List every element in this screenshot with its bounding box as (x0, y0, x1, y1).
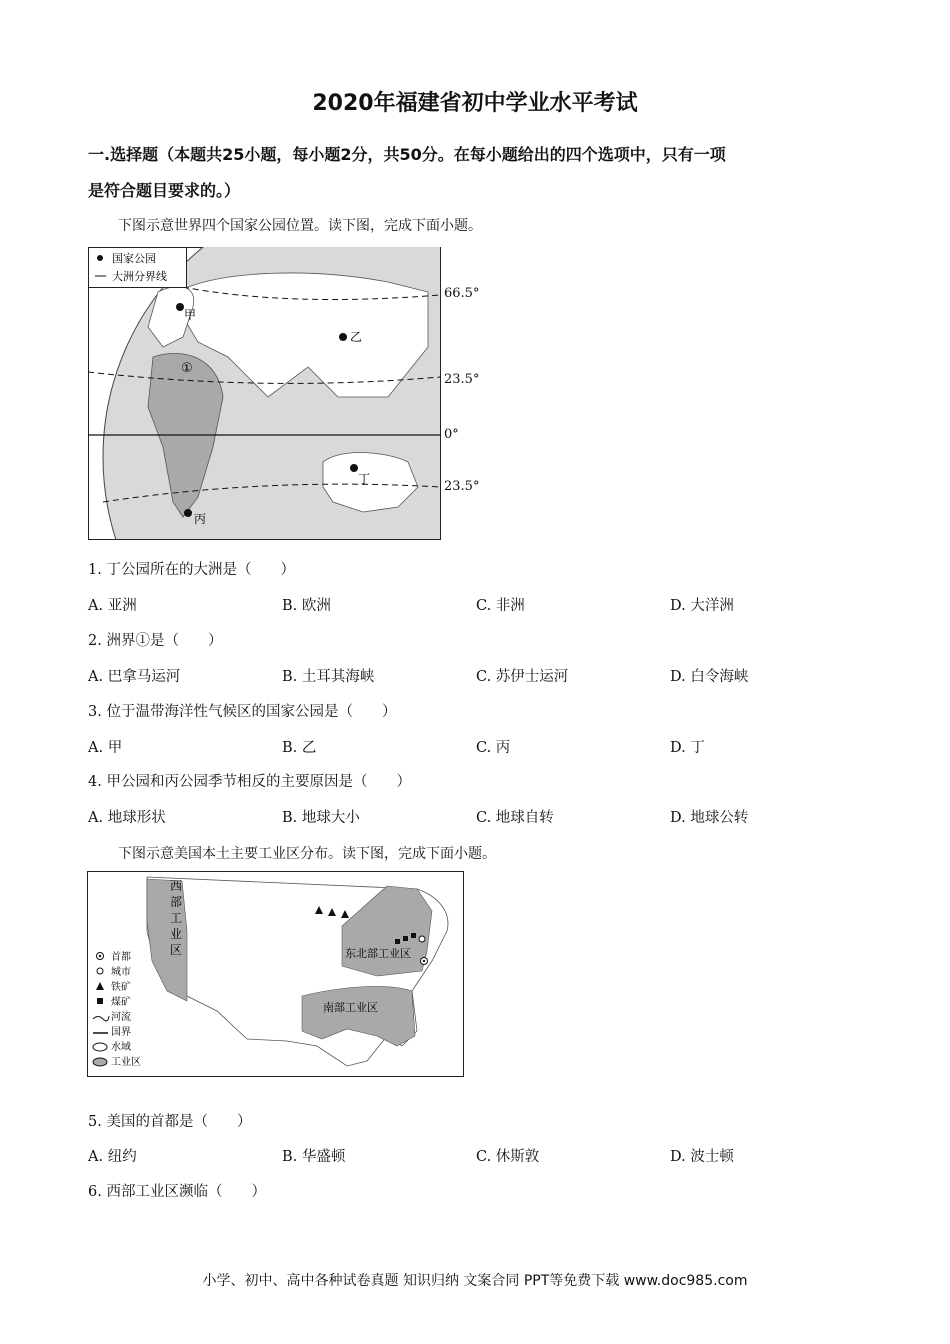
q5-option-d: D. 波士顿 (670, 1149, 734, 1165)
city-marker (419, 936, 425, 942)
question-2-stem: 2. 洲界①是（ ） (88, 633, 223, 649)
q2-option-a: A. 巴拿马运河 (88, 669, 181, 685)
coal-marker-2 (403, 936, 408, 941)
legend-industrial-icon (93, 1058, 107, 1066)
question-4-stem: 4. 甲公园和丙公园季节相反的主要原因是（ ） (88, 774, 411, 790)
legend-coal-icon (97, 998, 103, 1004)
legend-park-label: 国家公园 (112, 252, 156, 265)
northeast-zone-label: 东北部工业区 (345, 947, 411, 960)
lat-label-66: 66.5° (444, 286, 480, 301)
park-bing-label: 丙 (194, 512, 207, 526)
us-industrial-zones-map (87, 871, 465, 1078)
west-zone-label-2: 部 (170, 895, 183, 909)
legend-city-label: 城市 (111, 967, 131, 978)
question-3-stem: 3. 位于温带海洋性气候区的国家公园是（ ） (88, 704, 397, 720)
coal-marker-1 (395, 939, 400, 944)
west-zone-label-5: 区 (170, 943, 183, 957)
q2-option-b: B. 土耳其海峡 (282, 669, 375, 685)
world-national-parks-map (88, 247, 442, 541)
q5-option-c: C. 休斯敦 (476, 1149, 540, 1165)
intro-text-1: 下图示意世界四个国家公园位置。读下图，完成下面小题。 (118, 218, 482, 234)
q4-option-d: D. 地球公转 (670, 810, 749, 826)
q2-option-c: C. 苏伊士运河 (476, 669, 569, 685)
legend-capital-icon-dot (99, 955, 101, 957)
legend-river-label: 河流 (111, 1012, 131, 1023)
q2-option-d: D. 白令海峡 (670, 669, 749, 685)
legend-border-label: 国界 (111, 1027, 131, 1038)
legend-boundary-label: 大洲分界线 (112, 270, 167, 283)
q1-option-b: B. 欧洲 (282, 598, 331, 614)
q1-option-a: A. 亚洲 (88, 598, 137, 614)
question-5-stem: 5. 美国的首都是（ ） (88, 1114, 252, 1130)
intro-text-2: 下图示意美国本土主要工业区分布。读下图，完成下面小题。 (118, 846, 496, 862)
park-legend-icon (97, 255, 103, 261)
legend-water-icon (93, 1043, 107, 1051)
park-ding-dot (350, 464, 358, 472)
q1-option-d: D. 大洋洲 (670, 598, 734, 614)
q1-option-c: C. 非洲 (476, 598, 525, 614)
park-yi-label: 乙 (350, 330, 363, 344)
west-zone-label-3: 工 (170, 911, 183, 925)
legend-industrial-label: 工业区 (111, 1057, 141, 1068)
section-heading-line1: 一.选择题（本题共25小题，每小题2分，共50分。在每小题给出的四个选项中，只有一项 (88, 145, 726, 164)
capital-marker-dot (423, 960, 425, 962)
page-footer: 小学、初中、高中各种试卷真题 知识归纳 文案合同 PPT等免费下载 www.doc985.com (202, 1273, 748, 1289)
q5-option-a: A. 纽约 (88, 1149, 137, 1165)
question-1-stem: 1. 丁公园所在的大洲是（ ） (88, 562, 295, 578)
park-jia-label: 甲 (184, 308, 197, 322)
q5-option-b: B. 华盛顿 (282, 1149, 346, 1165)
legend-water-label: 水域 (111, 1042, 131, 1053)
lat-label-23s: 23.5° (444, 479, 480, 494)
q3-option-c: C. 丙 (476, 740, 511, 756)
q4-option-a: A. 地球形状 (88, 810, 166, 826)
west-zone-label-1: 西 (170, 879, 183, 893)
page-title: 2020年福建省初中学业水平考试 (312, 91, 638, 116)
park-yi-dot (339, 333, 347, 341)
legend-coal-label: 煤矿 (111, 997, 131, 1008)
park-jia-dot (176, 303, 184, 311)
boundary-marker-1: ① (181, 361, 193, 376)
q3-option-d: D. 丁 (670, 740, 705, 756)
q3-option-b: B. 乙 (282, 740, 317, 756)
coal-marker-3 (411, 933, 416, 938)
lat-label-23n: 23.5° (444, 372, 480, 387)
park-bing-dot (184, 509, 192, 517)
park-ding-label: 丁 (358, 472, 371, 486)
west-zone-label-4: 业 (170, 927, 183, 941)
question-6-stem: 6. 西部工业区濒临（ ） (88, 1184, 266, 1200)
q4-option-b: B. 地球大小 (282, 810, 360, 826)
legend-capital-label: 首都 (111, 952, 131, 963)
south-zone-label: 南部工业区 (323, 1001, 378, 1014)
q4-option-c: C. 地球自转 (476, 810, 554, 826)
section-heading-line2: 是符合题目要求的。） (88, 181, 241, 200)
legend-city-icon (97, 968, 103, 974)
lat-label-0: 0° (444, 427, 459, 442)
q3-option-a: A. 甲 (88, 740, 123, 756)
legend-iron-label: 铁矿 (111, 982, 131, 993)
